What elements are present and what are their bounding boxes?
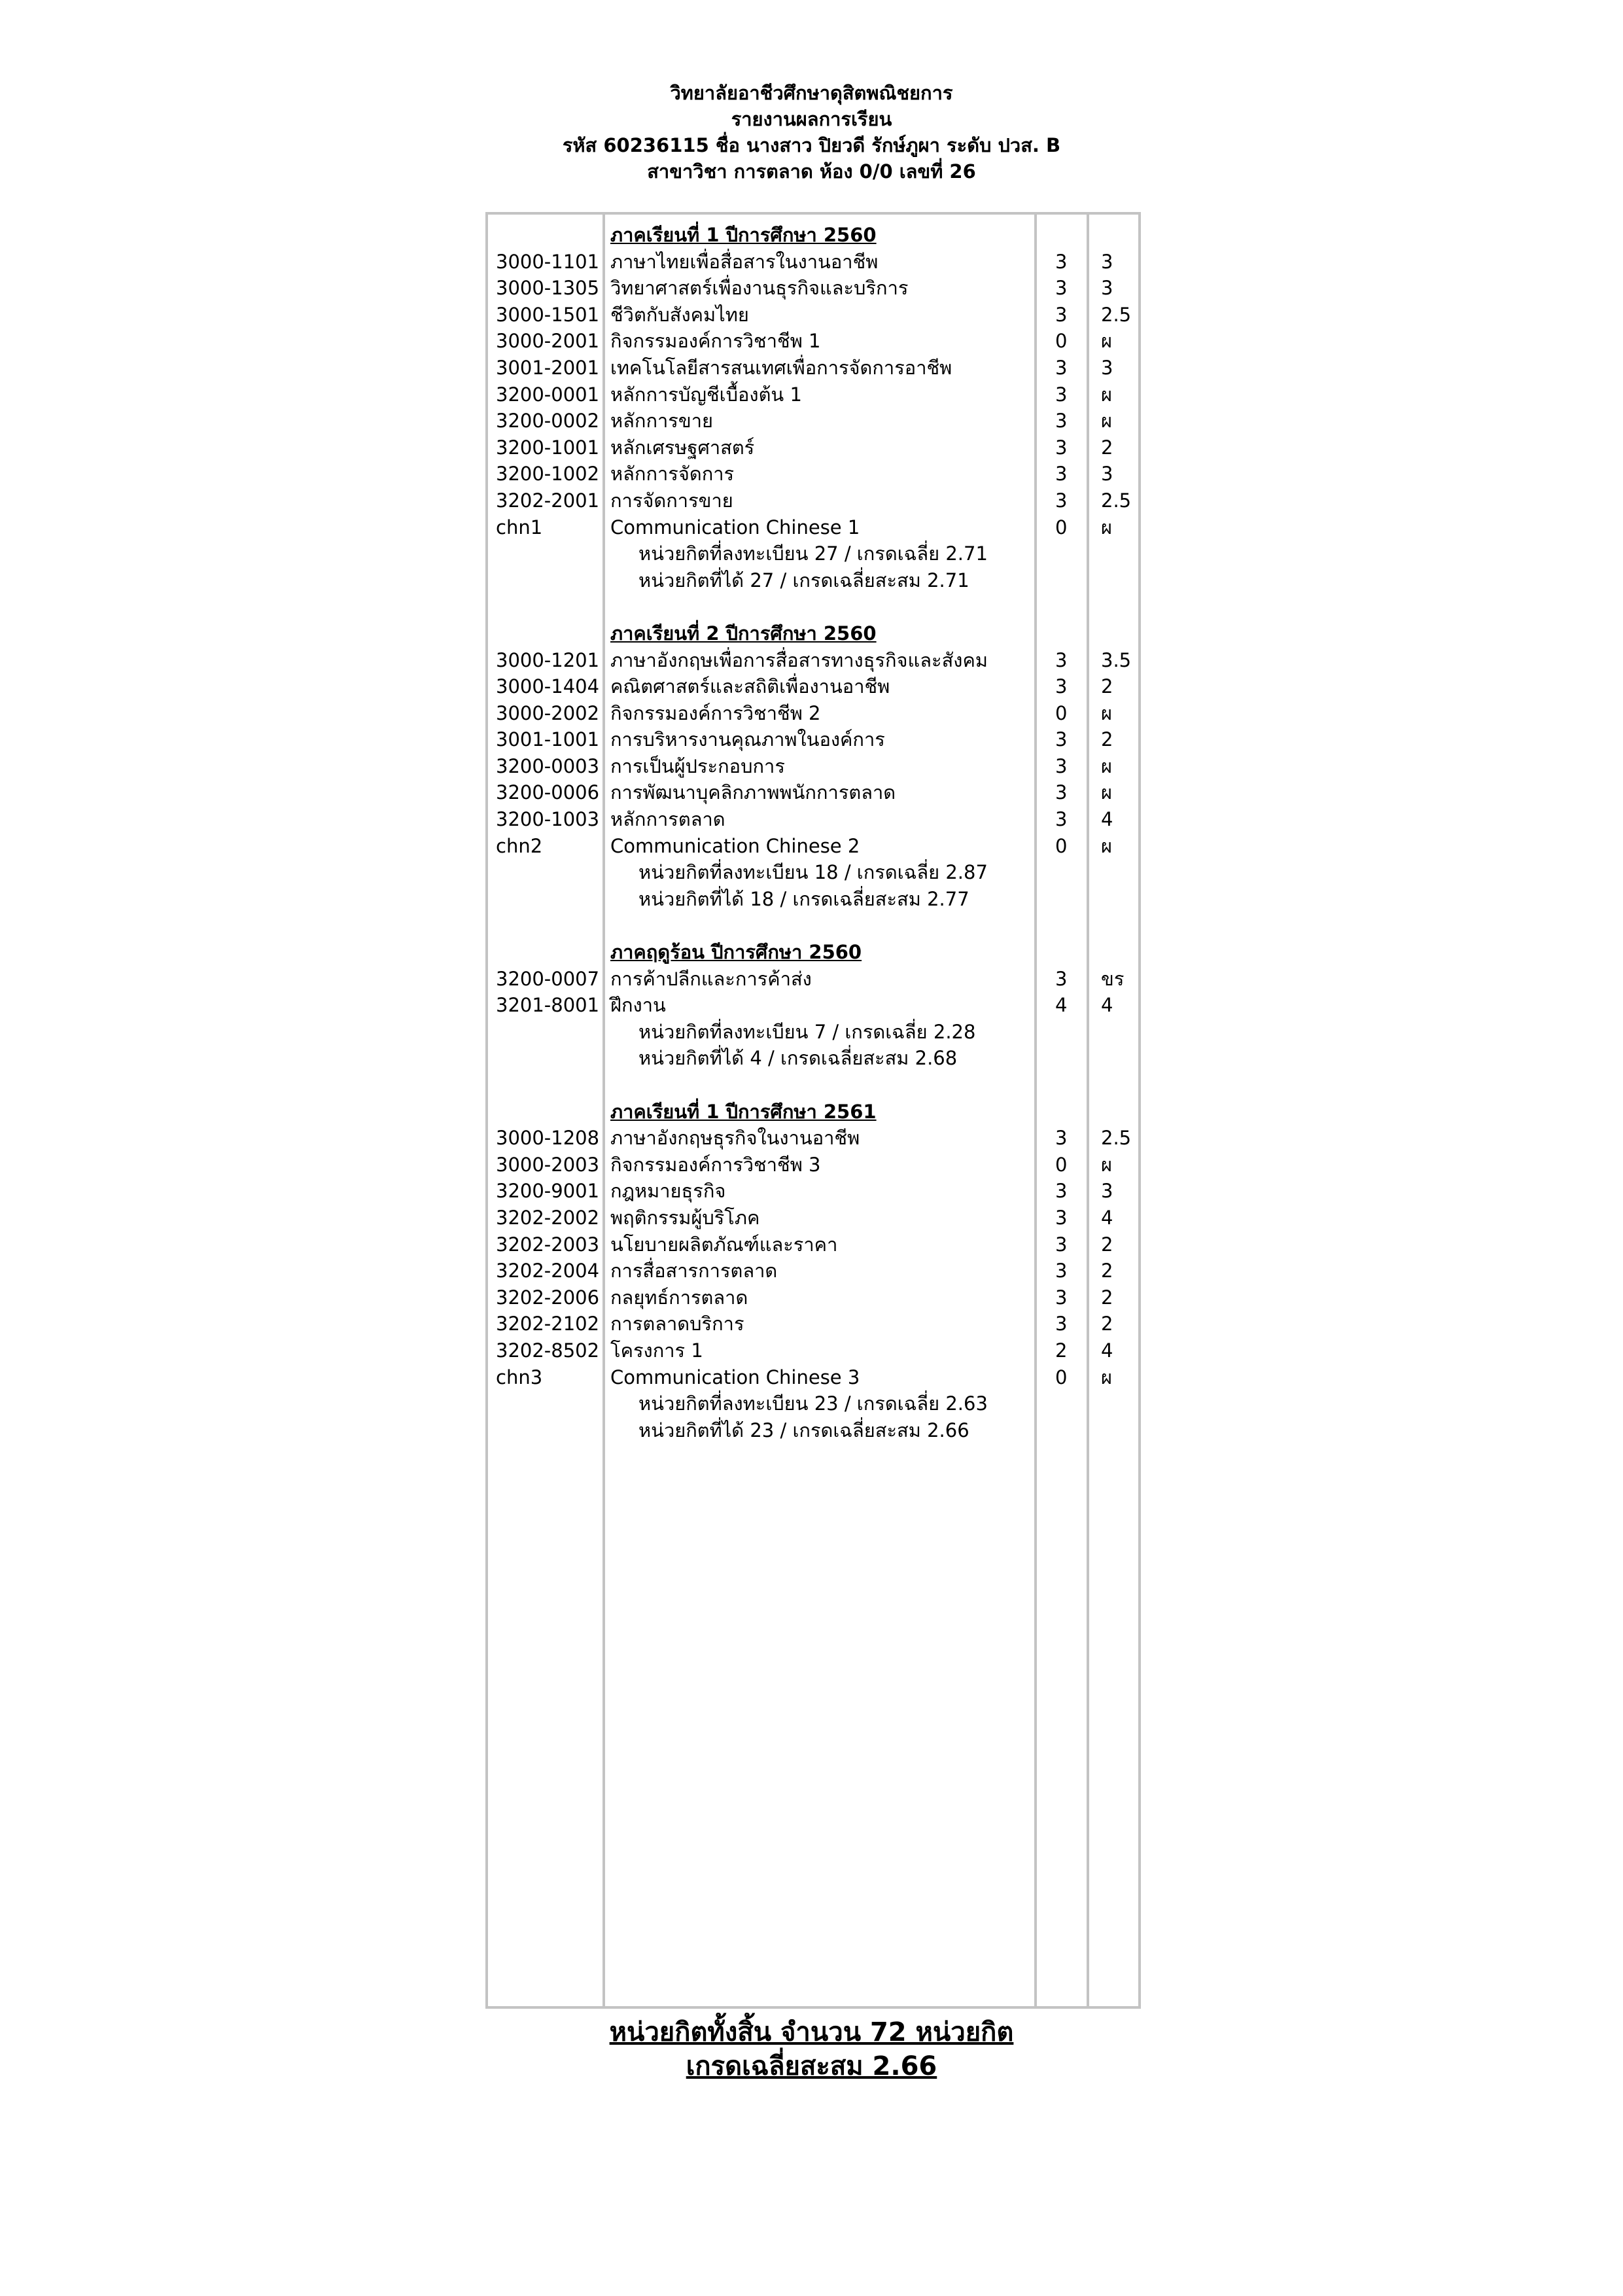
- spacer-row: [488, 912, 1138, 939]
- course-grade: ผ: [1101, 330, 1112, 353]
- course-name: หลักการจัดการ: [610, 463, 735, 486]
- course-code: 3202-2002: [496, 1206, 600, 1229]
- term-header-row: [488, 939, 1138, 966]
- course-row: [488, 514, 1138, 541]
- course-credit: 0: [1055, 1153, 1068, 1176]
- term-registered-summary: หน่วยกิตที่ลงทะเบียน 7 / เกรดเฉลี่ย 2.28: [638, 1020, 976, 1043]
- term-title: ภาคเรียนที่ 1 ปีการศึกษา 2561: [610, 1100, 877, 1123]
- course-grade: 3.5: [1101, 648, 1132, 671]
- course-code: chn3: [496, 1366, 543, 1388]
- term-summary-row: [488, 1390, 1138, 1417]
- course-grade: 2: [1101, 1286, 1113, 1309]
- course-credit: 3: [1055, 781, 1068, 804]
- course-name: ภาษาอังกฤษเพื่อการสื่อสารทางธุรกิจและสังคม: [610, 648, 988, 671]
- course-row: [488, 1284, 1138, 1311]
- grades-table: [485, 212, 1141, 2009]
- course-credit: 3: [1055, 277, 1068, 300]
- course-code: 3000-2001: [496, 330, 600, 353]
- course-row: [488, 1125, 1138, 1152]
- course-name: หลักเศรษฐศาสตร์: [610, 436, 755, 459]
- term-header-row: [488, 222, 1138, 249]
- course-row: [488, 1337, 1138, 1364]
- course-name: กิจกรรมองค์การวิชาชีพ 1: [610, 330, 821, 353]
- course-name: Communication Chinese 3: [610, 1366, 860, 1388]
- course-row: [488, 833, 1138, 860]
- course-credit: 3: [1055, 463, 1068, 486]
- course-name: การค้าปลีกและการค้าส่ง: [610, 967, 812, 990]
- course-code: 3000-1501: [496, 303, 600, 326]
- course-credit: 3: [1055, 1286, 1068, 1309]
- course-credit: 3: [1055, 808, 1068, 831]
- course-grade: ผ: [1101, 781, 1112, 804]
- term-earned-summary: หน่วยกิตที่ได้ 27 / เกรดเฉลี่ยสะสม 2.71: [638, 569, 969, 592]
- course-grade: 2: [1101, 1233, 1113, 1256]
- course-code: 3200-0002: [496, 410, 600, 433]
- course-code: 3000-2002: [496, 701, 600, 724]
- table-rows: [488, 222, 1138, 1443]
- course-credit: 0: [1055, 330, 1068, 353]
- course-code: 3000-2003: [496, 1153, 600, 1176]
- course-credit: 3: [1055, 648, 1068, 671]
- course-row: [488, 726, 1138, 753]
- course-code: 3200-0001: [496, 383, 600, 406]
- course-row: [488, 1178, 1138, 1205]
- course-name: กฎหมายธุรกิจ: [610, 1180, 726, 1203]
- course-row: [488, 381, 1138, 408]
- course-credit: 3: [1055, 410, 1068, 433]
- course-code: 3200-1002: [496, 463, 600, 486]
- term-summary-row: [488, 567, 1138, 594]
- course-row: [488, 1258, 1138, 1284]
- course-name: เทคโนโลยีสารสนเทศเพื่อการจัดการอาชีพ: [610, 356, 952, 379]
- term-summary-row: [488, 540, 1138, 567]
- course-row: [488, 249, 1138, 275]
- course-grade: ผ: [1101, 516, 1112, 539]
- course-code: chn1: [496, 516, 543, 539]
- course-credit: 0: [1055, 701, 1068, 724]
- course-grade: ผ: [1101, 1366, 1112, 1388]
- course-name: หลักการตลาด: [610, 808, 725, 831]
- course-credit: 3: [1055, 489, 1068, 512]
- course-code: 3000-1305: [496, 277, 600, 300]
- course-credit: 0: [1055, 516, 1068, 539]
- course-row: [488, 408, 1138, 434]
- term-summary-row: [488, 1417, 1138, 1444]
- course-name: ชีวิตกับสังคมไทย: [610, 303, 749, 326]
- course-credit: 0: [1055, 1366, 1068, 1388]
- course-row: [488, 355, 1138, 381]
- course-code: 3201-8001: [496, 994, 600, 1017]
- course-name: Communication Chinese 2: [610, 834, 860, 857]
- term-title: ภาคเรียนที่ 1 ปีการศึกษา 2560: [610, 224, 877, 246]
- course-row: [488, 275, 1138, 302]
- course-grade: ผ: [1101, 754, 1112, 777]
- course-code: 3001-1001: [496, 728, 600, 751]
- course-code: 3202-2006: [496, 1286, 600, 1309]
- course-credit: 3: [1055, 1313, 1068, 1335]
- course-code: 3200-1003: [496, 808, 600, 831]
- term-title: ภาคฤดูร้อน ปีการศึกษา 2560: [610, 941, 862, 964]
- term-earned-summary: หน่วยกิตที่ได้ 18 / เกรดเฉลี่ยสะสม 2.77: [638, 887, 969, 910]
- course-row: [488, 700, 1138, 727]
- course-row: [488, 1205, 1138, 1231]
- course-name: ฝึกงาน: [610, 994, 666, 1017]
- student-info: รหัส 60236115 ชื่อ นางสาว ปิยวดี รักษ์ภูผา ระดับ ปวส. B: [562, 134, 1061, 156]
- cumulative-gpa: เกรดเฉลี่ยสะสม 2.66: [686, 2051, 937, 2081]
- course-credit: 3: [1055, 356, 1068, 379]
- course-grade: ผ: [1101, 701, 1112, 724]
- course-row: [488, 647, 1138, 674]
- course-credit: 3: [1055, 436, 1068, 459]
- course-row: [488, 992, 1138, 1019]
- course-code: 3000-1208: [496, 1127, 600, 1150]
- course-code: 3000-1101: [496, 250, 600, 273]
- course-name: หลักการบัญชีเบื้องต้น 1: [610, 383, 802, 406]
- course-grade: 2.5: [1101, 1127, 1132, 1150]
- course-name: ภาษาไทยเพื่อสื่อสารในงานอาชีพ: [610, 250, 879, 273]
- course-grade: 3: [1101, 463, 1113, 486]
- report-footer: [0, 2015, 1623, 2083]
- program-info: สาขาวิชา การตลาด ห้อง 0/0 เลขที่ 26: [647, 160, 976, 183]
- course-name: คณิตศาสตร์และสถิติเพื่องานอาชีพ: [610, 675, 890, 698]
- term-header-row: [488, 620, 1138, 647]
- course-row: [488, 753, 1138, 780]
- term-header-row: [488, 1099, 1138, 1125]
- course-code: 3200-0003: [496, 754, 600, 777]
- course-grade: 3: [1101, 1180, 1113, 1203]
- course-name: กิจกรรมองค์การวิชาชีพ 2: [610, 701, 821, 724]
- course-credit: 3: [1055, 250, 1068, 273]
- course-grade: ผ: [1101, 383, 1112, 406]
- course-row: [488, 1152, 1138, 1178]
- report-header: [0, 80, 1623, 185]
- course-code: 3200-0006: [496, 781, 600, 804]
- course-name: นโยบายผลิตภัณฑ์และราคา: [610, 1233, 838, 1256]
- report-title: รายงานผลการเรียน: [731, 108, 892, 130]
- course-code: chn2: [496, 834, 543, 857]
- term-title: ภาคเรียนที่ 2 ปีการศึกษา 2560: [610, 622, 877, 645]
- course-grade: 3: [1101, 356, 1113, 379]
- course-grade: 4: [1101, 808, 1113, 831]
- course-grade: 2.5: [1101, 489, 1132, 512]
- course-name: การสื่อสารการตลาด: [610, 1260, 778, 1282]
- course-name: การตลาดบริการ: [610, 1313, 744, 1335]
- term-registered-summary: หน่วยกิตที่ลงทะเบียน 18 / เกรดเฉลี่ย 2.87: [638, 861, 988, 884]
- course-grade: ผ: [1101, 410, 1112, 433]
- course-credit: 3: [1055, 967, 1068, 990]
- course-grade: 3: [1101, 277, 1113, 300]
- course-code: 3200-1001: [496, 436, 600, 459]
- course-credit: 3: [1055, 728, 1068, 751]
- spacer-row: [488, 593, 1138, 620]
- course-name: การพัฒนาบุคลิกภาพพนักการตลาด: [610, 781, 896, 804]
- course-row: [488, 806, 1138, 833]
- course-row: [488, 461, 1138, 487]
- course-name: กลยุทธ์การตลาด: [610, 1286, 748, 1309]
- course-row: [488, 302, 1138, 328]
- course-code: 3202-2003: [496, 1233, 600, 1256]
- course-row: [488, 673, 1138, 700]
- course-code: 3200-0007: [496, 967, 600, 990]
- course-grade: 2: [1101, 1260, 1113, 1282]
- course-credit: 3: [1055, 1206, 1068, 1229]
- course-name: Communication Chinese 1: [610, 516, 860, 539]
- course-credit: 3: [1055, 1260, 1068, 1282]
- course-name: โครงการ 1: [610, 1339, 703, 1362]
- course-credit: 3: [1055, 754, 1068, 777]
- course-grade: ผ: [1101, 834, 1112, 857]
- term-summary-row: [488, 1019, 1138, 1046]
- course-grade: 2: [1101, 1313, 1113, 1335]
- course-grade: ผ: [1101, 1153, 1112, 1176]
- course-code: 3202-2004: [496, 1260, 600, 1282]
- term-summary-row: [488, 859, 1138, 886]
- course-name: การบริหารงานคุณภาพในองค์การ: [610, 728, 885, 751]
- course-code: 3202-2001: [496, 489, 600, 512]
- spacer-row: [488, 1072, 1138, 1099]
- total-credits: หน่วยกิตทั้งสิ้น จำนวน 72 หน่วยกิต: [609, 2017, 1014, 2047]
- course-name: วิทยาศาสตร์เพื่องานธุรกิจและบริการ: [610, 277, 909, 300]
- course-name: ภาษาอังกฤษธุรกิจในงานอาชีพ: [610, 1127, 860, 1150]
- term-summary-row: [488, 886, 1138, 913]
- course-credit: 4: [1055, 994, 1068, 1017]
- course-name: การเป็นผู้ประกอบการ: [610, 754, 785, 777]
- course-credit: 3: [1055, 1180, 1068, 1203]
- course-code: 3200-9001: [496, 1180, 600, 1203]
- course-credit: 3: [1055, 383, 1068, 406]
- course-grade: 4: [1101, 1339, 1113, 1362]
- course-code: 3202-2102: [496, 1313, 600, 1335]
- term-registered-summary: หน่วยกิตที่ลงทะเบียน 27 / เกรดเฉลี่ย 2.71: [638, 542, 988, 565]
- course-row: [488, 328, 1138, 355]
- course-credit: 3: [1055, 675, 1068, 698]
- course-name: พฤติกรรมผู้บริโภค: [610, 1206, 760, 1229]
- term-summary-row: [488, 1045, 1138, 1072]
- course-row: [488, 1364, 1138, 1391]
- course-row: [488, 966, 1138, 993]
- course-row: [488, 1311, 1138, 1337]
- course-row: [488, 1231, 1138, 1258]
- course-credit: 3: [1055, 1233, 1068, 1256]
- course-grade: 4: [1101, 994, 1113, 1017]
- course-grade: 2: [1101, 675, 1113, 698]
- course-credit: 0: [1055, 834, 1068, 857]
- course-code: 3000-1201: [496, 648, 600, 671]
- term-registered-summary: หน่วยกิตที่ลงทะเบียน 23 / เกรดเฉลี่ย 2.63: [638, 1392, 988, 1415]
- course-row: [488, 779, 1138, 806]
- course-name: กิจกรรมองค์การวิชาชีพ 3: [610, 1153, 821, 1176]
- course-grade: 3: [1101, 250, 1113, 273]
- course-name: หลักการขาย: [610, 410, 713, 433]
- course-credit: 3: [1055, 303, 1068, 326]
- term-earned-summary: หน่วยกิตที่ได้ 4 / เกรดเฉลี่ยสะสม 2.68: [638, 1047, 958, 1070]
- course-grade: 2.5: [1101, 303, 1132, 326]
- term-earned-summary: หน่วยกิตที่ได้ 23 / เกรดเฉลี่ยสะสม 2.66: [638, 1419, 969, 1441]
- course-name: การจัดการขาย: [610, 489, 733, 512]
- course-credit: 2: [1055, 1339, 1068, 1362]
- course-grade: 2: [1101, 728, 1113, 751]
- course-credit: 3: [1055, 1127, 1068, 1150]
- course-code: 3202-8502: [496, 1339, 600, 1362]
- course-code: 3000-1404: [496, 675, 600, 698]
- course-grade: 2: [1101, 436, 1113, 459]
- course-code: 3001-2001: [496, 356, 600, 379]
- course-row: [488, 434, 1138, 461]
- course-grade: ขร: [1101, 967, 1125, 990]
- course-row: [488, 487, 1138, 514]
- college-name: วิทยาลัยอาชีวศึกษาดุสิตพณิชยการ: [670, 82, 953, 104]
- course-grade: 4: [1101, 1206, 1113, 1229]
